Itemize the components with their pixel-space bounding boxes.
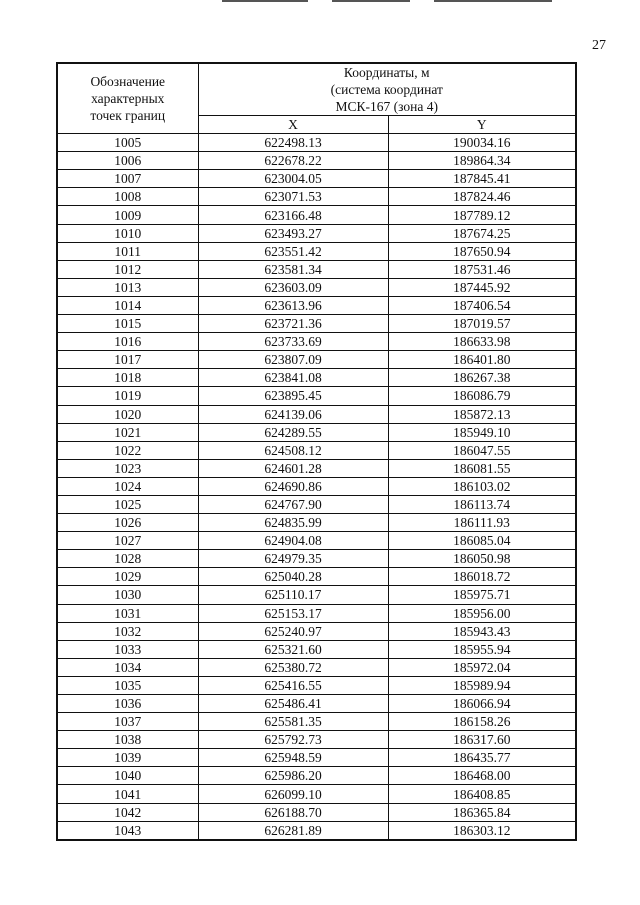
y-coordinate-cell: 186081.55 [388,459,576,477]
page-number: 27 [592,38,606,53]
table-row [57,260,576,278]
y-coordinate-cell: 185956.00 [388,604,576,622]
y-coordinate-cell: 186085.04 [388,532,576,550]
top-rule-middle [332,0,410,2]
x-coordinate-cell: 625792.73 [198,731,388,749]
x-coordinate-cell: 623721.36 [198,315,388,333]
point-id-cell: 1026 [57,514,198,532]
y-coordinate-cell: 189864.34 [388,152,576,170]
point-id-cell: 1040 [57,767,198,785]
y-coordinate-cell: 190034.16 [388,134,576,152]
y-coordinate-cell: 186633.98 [388,333,576,351]
table-row [57,640,576,658]
x-coordinate-cell: 624690.86 [198,477,388,495]
x-coordinate-cell: 623613.96 [198,296,388,314]
point-id-cell: 1042 [57,803,198,821]
point-id-cell: 1029 [57,568,198,586]
table-row [57,405,576,423]
point-id-cell: 1013 [57,278,198,296]
point-id-cell: 1036 [57,695,198,713]
x-coordinate-cell: 625486.41 [198,695,388,713]
table-row [57,387,576,405]
x-coordinate-cell: 625040.28 [198,568,388,586]
table-row [57,550,576,568]
x-coordinate-cell: 625986.20 [198,767,388,785]
table-row [57,242,576,260]
coordinates-table [56,62,577,841]
point-name-header-line-1: Обозначение [90,74,166,90]
point-id-cell: 1035 [57,676,198,694]
x-coordinate-cell: 623004.05 [198,170,388,188]
y-coordinate-cell: 186113.74 [388,495,576,513]
table-row [57,749,576,767]
x-coordinate-cell: 625948.59 [198,749,388,767]
y-coordinate-cell: 187674.25 [388,224,576,242]
x-coordinate-cell: 624289.55 [198,423,388,441]
y-coordinate-cell: 186111.93 [388,514,576,532]
x-coordinate-cell: 623733.69 [198,333,388,351]
x-coordinate-cell: 626188.70 [198,803,388,821]
point-id-cell: 1010 [57,224,198,242]
x-coordinate-cell: 624139.06 [198,405,388,423]
table-row [57,713,576,731]
table-row [57,495,576,513]
point-id-cell: 1009 [57,206,198,224]
x-coordinate-cell: 624979.35 [198,550,388,568]
table-row [57,514,576,532]
x-coordinate-cell: 623166.48 [198,206,388,224]
point-id-cell: 1032 [57,622,198,640]
table-row [57,604,576,622]
point-id-cell: 1014 [57,296,198,314]
point-id-cell: 1025 [57,495,198,513]
table-row [57,423,576,441]
y-coordinate-cell: 185943.43 [388,622,576,640]
y-column-header: Y [388,116,576,134]
point-id-cell: 1017 [57,351,198,369]
point-id-cell: 1021 [57,423,198,441]
y-coordinate-cell: 187406.54 [388,296,576,314]
table-row [57,441,576,459]
table-row [57,152,576,170]
point-id-cell: 1012 [57,260,198,278]
y-coordinate-cell: 187019.57 [388,315,576,333]
y-coordinate-cell: 185972.04 [388,658,576,676]
table-row [57,134,576,152]
y-coordinate-cell: 186086.79 [388,387,576,405]
x-coordinate-cell: 625581.35 [198,713,388,731]
coordinates-header [198,63,576,116]
y-coordinate-cell: 185975.71 [388,586,576,604]
table-row [57,695,576,713]
table-row [57,206,576,224]
y-coordinate-cell: 185989.94 [388,676,576,694]
x-coordinate-cell: 623551.42 [198,242,388,260]
coordinates-header-line-3: МСК-167 (зона 4) [335,99,438,114]
point-id-cell: 1034 [57,658,198,676]
y-coordinate-cell: 186365.84 [388,803,576,821]
y-coordinate-cell: 186103.02 [388,477,576,495]
x-coordinate-cell: 625380.72 [198,658,388,676]
y-coordinate-cell: 187824.46 [388,188,576,206]
x-coordinate-cell: 623807.09 [198,351,388,369]
point-id-cell: 1027 [57,532,198,550]
x-coordinate-cell: 626281.89 [198,821,388,840]
point-id-cell: 1043 [57,821,198,840]
table-row [57,767,576,785]
coordinates-header-line-2: (система координат [330,82,443,97]
point-id-cell: 1018 [57,369,198,387]
y-coordinate-cell: 187845.41 [388,170,576,188]
point-id-cell: 1005 [57,134,198,152]
x-coordinate-cell: 623071.53 [198,188,388,206]
y-coordinate-cell: 186303.12 [388,821,576,840]
point-id-cell: 1039 [57,749,198,767]
x-coordinate-cell: 623493.27 [198,224,388,242]
x-coordinate-cell: 625416.55 [198,676,388,694]
x-coordinate-cell: 624767.90 [198,495,388,513]
point-name-header [57,63,198,134]
table-row [57,622,576,640]
table-row [57,731,576,749]
y-coordinate-cell: 186158.26 [388,713,576,731]
table-row [57,351,576,369]
y-coordinate-cell: 187650.94 [388,242,576,260]
x-coordinate-cell: 623603.09 [198,278,388,296]
point-id-cell: 1033 [57,640,198,658]
table-row [57,315,576,333]
table-row [57,803,576,821]
table-body [57,134,576,840]
point-name-header-line-3: точек границ [90,108,166,124]
x-coordinate-cell: 624508.12 [198,441,388,459]
coordinates-header-line-1: Координаты, м [343,65,430,80]
y-coordinate-cell: 186066.94 [388,695,576,713]
point-id-cell: 1028 [57,550,198,568]
table-row [57,477,576,495]
table-row [57,278,576,296]
point-id-cell: 1022 [57,441,198,459]
x-coordinate-cell: 625240.97 [198,622,388,640]
point-name-header-line-2: характерных [91,91,165,107]
x-coordinate-cell: 623581.34 [198,260,388,278]
point-id-cell: 1008 [57,188,198,206]
y-coordinate-cell: 186468.00 [388,767,576,785]
table-row [57,676,576,694]
table-row [57,459,576,477]
point-id-cell: 1016 [57,333,198,351]
y-coordinate-cell: 187789.12 [388,206,576,224]
table-row [57,532,576,550]
x-coordinate-cell: 624904.08 [198,532,388,550]
point-id-cell: 1015 [57,315,198,333]
x-coordinate-cell: 624601.28 [198,459,388,477]
x-column-header: X [198,116,388,134]
x-coordinate-cell: 625110.17 [198,586,388,604]
top-rule-right [434,0,552,2]
y-coordinate-cell: 186401.80 [388,351,576,369]
table-row [57,188,576,206]
y-coordinate-cell: 186267.38 [388,369,576,387]
table-row [57,586,576,604]
x-coordinate-cell: 623841.08 [198,369,388,387]
table-row [57,224,576,242]
y-coordinate-cell: 186018.72 [388,568,576,586]
y-coordinate-cell: 186047.55 [388,441,576,459]
table-row [57,658,576,676]
y-coordinate-cell: 187531.46 [388,260,576,278]
y-coordinate-cell: 186408.85 [388,785,576,803]
point-id-cell: 1023 [57,459,198,477]
point-id-cell: 1011 [57,242,198,260]
table-row [57,785,576,803]
x-coordinate-cell: 625153.17 [198,604,388,622]
point-id-cell: 1031 [57,604,198,622]
x-coordinate-cell: 623895.45 [198,387,388,405]
top-rule-left [222,0,308,2]
x-coordinate-cell: 626099.10 [198,785,388,803]
table-row [57,568,576,586]
y-coordinate-cell: 185949.10 [388,423,576,441]
point-id-cell: 1037 [57,713,198,731]
y-coordinate-cell: 186317.60 [388,731,576,749]
point-id-cell: 1038 [57,731,198,749]
point-id-cell: 1019 [57,387,198,405]
point-id-cell: 1020 [57,405,198,423]
y-coordinate-cell: 186435.77 [388,749,576,767]
point-id-cell: 1006 [57,152,198,170]
table-row [57,170,576,188]
table-row [57,333,576,351]
x-coordinate-cell: 622678.22 [198,152,388,170]
y-coordinate-cell: 185872.13 [388,405,576,423]
x-coordinate-cell: 625321.60 [198,640,388,658]
x-coordinate-cell: 624835.99 [198,514,388,532]
y-coordinate-cell: 187445.92 [388,278,576,296]
x-coordinate-cell: 622498.13 [198,134,388,152]
table-row [57,369,576,387]
table-row [57,296,576,314]
point-id-cell: 1041 [57,785,198,803]
point-id-cell: 1024 [57,477,198,495]
y-coordinate-cell: 185955.94 [388,640,576,658]
point-id-cell: 1007 [57,170,198,188]
table-row [57,821,576,840]
point-id-cell: 1030 [57,586,198,604]
y-coordinate-cell: 186050.98 [388,550,576,568]
